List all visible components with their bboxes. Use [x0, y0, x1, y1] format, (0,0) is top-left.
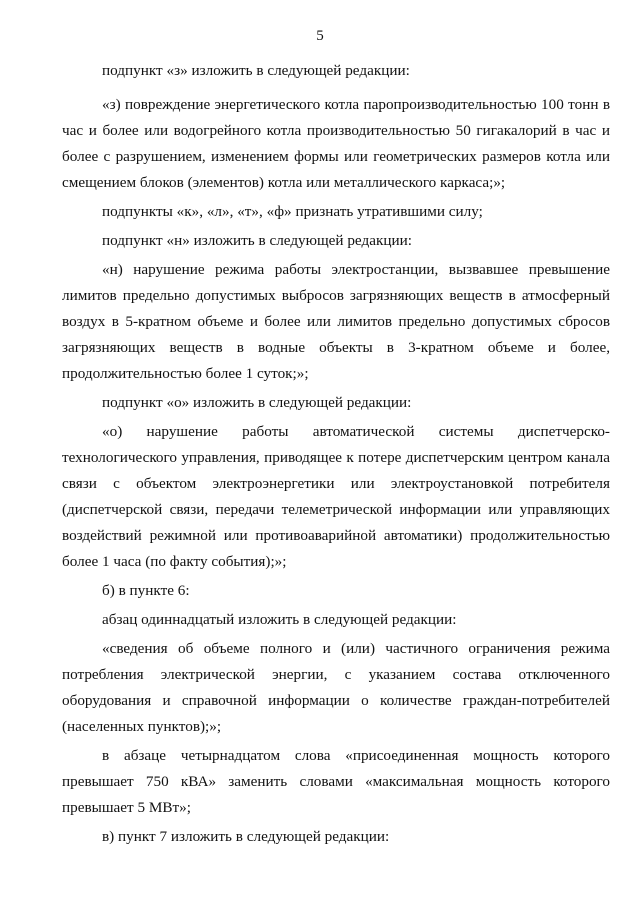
paragraph-5: «н) нарушение режима работы электростанции, вызвавшее превышение лимитов предельно допустимых выбросов загрязняющих веществ в атмосферный воздух в 5-кратном объеме и более или лимитов предельно допустимых сбросов загрязняющих веществ в водные объекты в 3-кратном объеме и более, продолжительностью более 1 суток;»;: [62, 261, 610, 382]
paragraph-8: б) в пункте 6:: [102, 582, 190, 599]
paragraph-3: подпункты «к», «л», «т», «ф» признать утратившими силу;: [102, 203, 483, 220]
document-body: [62, 58, 610, 850]
paragraph-9: абзац одиннадцатый изложить в следующей редакции:: [102, 611, 457, 628]
paragraph-12: в) пункт 7 изложить в следующей редакции:: [102, 828, 390, 845]
paragraph-6: подпункт «о» изложить в следующей редакции:: [102, 394, 412, 411]
paragraph-7: «о) нарушение работы автоматической системы диспетчерско-технологического управления, приводящее к потере диспетчерским центром канала связи с объектом электроэнергетики или электроустановкой потребителя (диспетчерской связи, передачи телеметрической информации или управляющих воздействий режимной или противоаварийной автоматики) продолжительностью более 1 часа (по факту события);»;: [62, 423, 610, 570]
page-number: 5: [316, 28, 324, 44]
paragraph-4: подпункт «н» изложить в следующей редакции:: [102, 232, 412, 249]
paragraph-1: подпункт «з» изложить в следующей редакции:: [102, 62, 410, 79]
paragraph-11: в абзаце четырнадцатом слова «присоединенная мощность которого превышает 750 кВА» заменить словами «максимальная мощность которого превышает 5 МВт»;: [62, 747, 610, 816]
paragraph-10: «сведения об объеме полного и (или) частичного ограничения режима потребления электрической энергии, с указанием состава отключенного оборудования и справочной информации о количестве граждан-потребителей (населенных пунктов);»;: [62, 640, 610, 735]
paragraph-2: «з) повреждение энергетического котла паропроизводительностью 100 тонн в час и более или водогрейного котла производительностью 50 гигакалорий в час и более с разрушением, изменением формы или геометрических размеров котла или смещением блоков (элементов) котла или металлического каркаса;»;: [62, 96, 610, 191]
